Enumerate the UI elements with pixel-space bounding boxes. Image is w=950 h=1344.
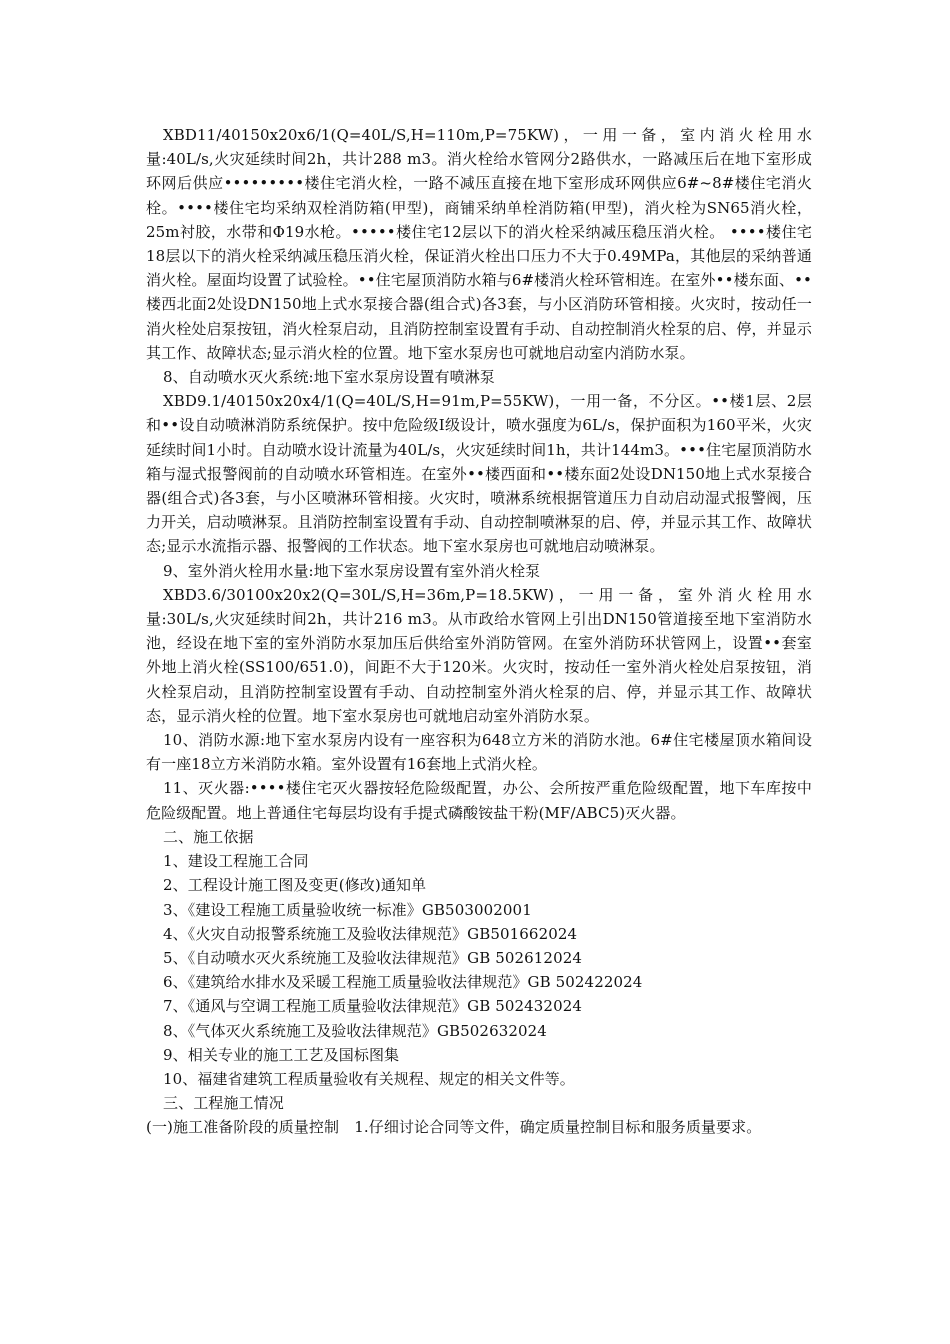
paragraph-fire-hydrant-pump: XBD11/40150x20x6/1(Q=40L/S,H=110m,P=75KW)，一用一备，室内消火栓用水量:40L/s,火灾延续时间2h，共计288 m3。消火栓给水管网分2路供水，一路减压后在地下室形成环网后供应•••••••••楼住宅消火栓，一路不减压直接在地下室形成环网供应6#~8#楼住宅消火栓。••••楼住宅均采纳双栓消防箱(甲型)，商铺采纳单栓消防箱(甲型)，消火栓为SN65消火栓，25m衬胶，水带和Φ19水枪。•••••楼住宅12层以下的消火栓采纳减压稳压消火栓。 ••••楼住宅18层以下的消火栓采纳减压稳压消火栓，保证消火栓出口压力不大于0.49MPa，其他层的采纳普通消火栓。屋面均设置了试验栓。••住宅屋顶消防水箱与6#楼消火栓环管相连。在室外••楼东面、••楼西北面2处设DN150地上式水泵接合器(组合式)各3套，与小区消防环管相接。火灾时，按动任一消火栓处启泵按钮，消火栓泵启动，且消防控制室设置有手动、自动控制消火栓泵的启、停，并显示其工作、故障状态;显示消火栓的位置。地下室水泵房也可就地启动室内消防水泵。 bbox=[146, 126, 812, 362]
section-heading-construction-status: 三、工程施工情况 bbox=[163, 1094, 284, 1113]
list-item: 10、福建省建筑工程质量验收有关规程、规定的相关文件等。 bbox=[163, 1069, 575, 1088]
paragraph-sprinkler-heading: 8、自动喷水灭火系统:地下室水泵房设置有喷淋泵 bbox=[163, 368, 495, 387]
document-body bbox=[146, 123, 812, 1140]
paragraph-fire-water-source: 10、消防水源:地下室水泵房内设有一座容积为648立方米的消防水池。6#住宅楼屋顶水箱间设有一座18立方米消防水箱。室外设置有16套地上式消火栓。 bbox=[146, 731, 812, 774]
list-item: 3、《建设工程施工质量验收统一标准》GB503002001 bbox=[163, 900, 532, 919]
list-item: 6、《建筑给水排水及采暖工程施工质量验收法律规范》GB 502422024 bbox=[163, 973, 643, 992]
section-heading-construction-basis: 二、施工依据 bbox=[163, 827, 254, 846]
list-item: 4、《火灾自动报警系统施工及验收法律规范》GB501662024 bbox=[163, 924, 578, 943]
list-item: 2、工程设计施工图及变更(修改)通知单 bbox=[163, 876, 427, 895]
list-item: 5、《自动喷水灭火系统施工及验收法律规范》GB 502612024 bbox=[163, 948, 583, 967]
list-item: 7、《通风与空调工程施工质量验收法律规范》GB 502432024 bbox=[163, 997, 583, 1016]
paragraph-outdoor-hydrant-heading: 9、室外消火栓用水量:地下室水泵房设置有室外消火栓泵 bbox=[163, 561, 541, 580]
paragraph-extinguishers: 11、灭火器:••••楼住宅灭火器按轻危险级配置，办公、会所按严重危险级配置，地下车库按中危险级配置。地上普通住宅每层均设有手提式磷酸铵盐干粉(MF/ABC5)灭火器。 bbox=[146, 779, 812, 822]
paragraph-preparation-quality-control: (一)施工准备阶段的质量控制 1.仔细讨论合同等文件，确定质量控制目标和服务质量要求。 bbox=[146, 1118, 762, 1137]
paragraph-sprinkler-pump: XBD9.1/40150x20x4/1(Q=40L/S,H=91m,P=55KW)，一用一备，不分区。••楼1层、2层和••设自动喷淋消防系统保护。按中危险级Ⅰ级设计，喷水强度为6L/s，保护面积为160平米，火灾延续时间1小时。自动喷水设计流量为40L/s，火灾延续时间1h，共计144m3。•••住宅屋顶消防水箱与湿式报警阀前的自动喷水环管相连。在室外••楼西面和••楼东面2处设DN150地上式水泵接合器(组合式)各3套，与小区喷淋环管相接。火灾时，喷淋系统根据管道压力自动启动湿式报警阀，压力开关，启动喷淋泵。且消防控制室设置有手动、自动控制喷淋泵的启、停，并显示其工作、故障状态;显示水流指示器、报警阀的工作状态。地下室水泵房也可就地启动喷淋泵。 bbox=[146, 392, 812, 556]
list-item: 1、建设工程施工合同 bbox=[163, 852, 309, 871]
list-item: 8、《气体灭火系统施工及验收法律规范》GB502632024 bbox=[163, 1021, 547, 1040]
paragraph-outdoor-hydrant-pump: XBD3.6/30100x20x2(Q=30L/S,H=36m,P=18.5KW)，一用一备，室外消火栓用水量:30L/s,火灾延续时间2h，共计216 m3。从市政给水管网上引出DN150管道接至地下室消防水池，经设在地下室的室外消防水泵加压后供给室外消防管网。在室外消防环状管网上，设置••套室外地上消火栓(SS100/651.0)，间距不大于120米。火灾时，按动任一室外消火栓处启泵按钮，消火栓泵启动，且消防控制室设置有手动、自动控制室外消火栓泵的启、停，并显示其工作、故障状态，显示消火栓的位置。地下室水泵房也可就地启动室外消防水泵。 bbox=[146, 585, 812, 725]
list-item: 9、相关专业的施工工艺及国标图集 bbox=[163, 1045, 400, 1064]
